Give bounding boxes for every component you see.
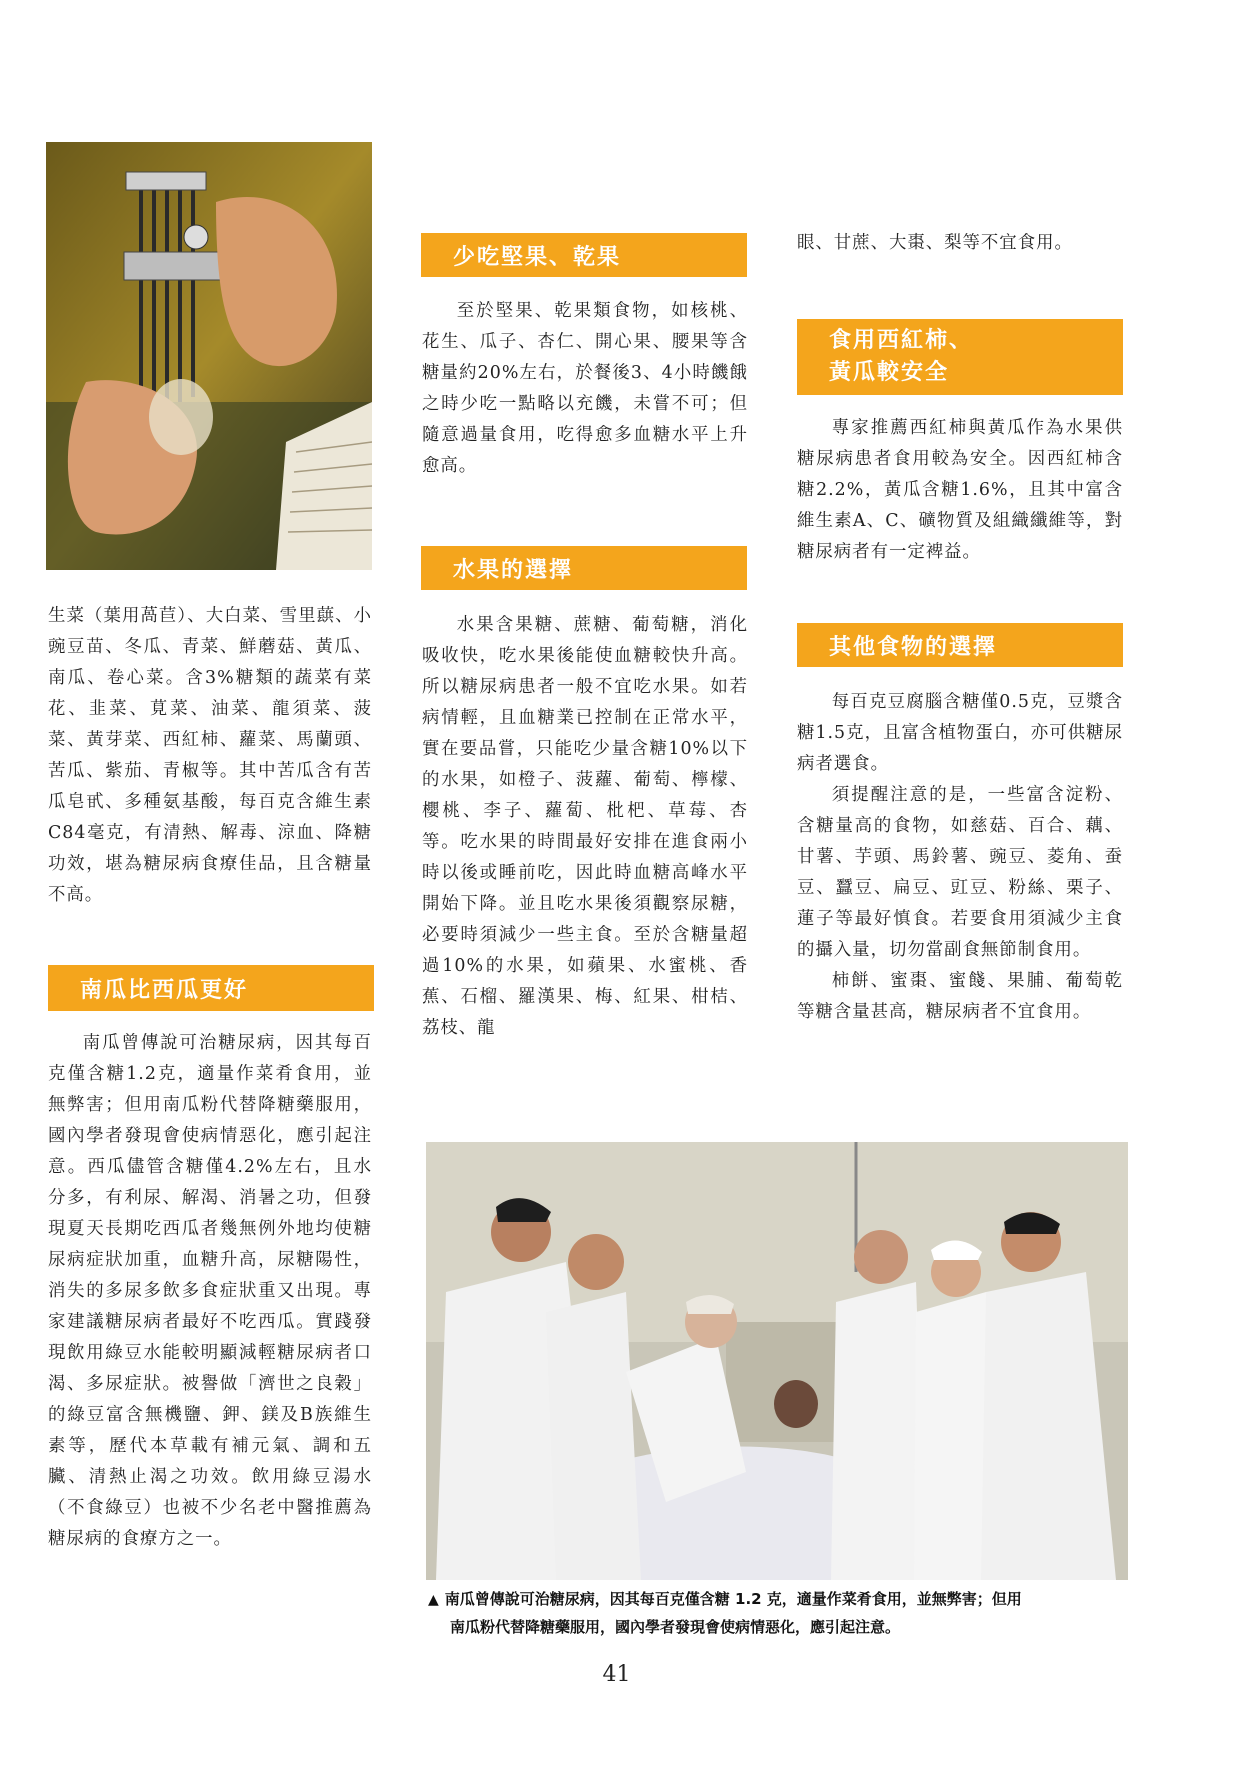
page-number: 41 — [602, 1662, 631, 1687]
heading-nuts-text: 少吃堅果、乾果 — [453, 244, 622, 270]
heading-pumpkin-vs-watermelon — [48, 965, 374, 1011]
heading-other-foods — [797, 623, 1123, 667]
middle-paragraph-1: 至於堅果、乾果類食物，如核桃、花生、瓜子、杏仁、開心果、腰果等含糖量約20%左右，於餐後3、4小時饑餓之時少吃一點略以充饑，未嘗不可；但隨意過量食用，吃得愈多血糖水平上升愈高。 — [422, 301, 748, 476]
right-column-top — [797, 228, 1123, 259]
right-paragraph-4: 柿餅、蜜棗、蜜餞、果脯、葡萄乾等糖含量甚高，糖尿病者不宜食用。 — [797, 971, 1123, 1022]
right-paragraph-2: 每百克豆腐腦含糖僅0.5克，豆漿含糖1.5克，且富含植物蛋白，亦可供糖尿病者選食。 — [797, 692, 1123, 774]
lab-instrument-photo — [46, 142, 372, 570]
caption-line-2 — [428, 1614, 1128, 1641]
heading-nuts — [421, 233, 747, 277]
heading-pumpkin-vs-watermelon-text: 南瓜比西瓜更好 — [80, 977, 249, 1003]
right-column-lower — [797, 687, 1123, 1028]
left-paragraph-1: 生菜（葉用萵苣）、大白菜、雪里蕻、小豌豆苗、冬瓜、青菜、鮮蘑菇、黃瓜、南瓜、卷心菜。含3%糖類的蔬菜有菜花、韭菜、莧菜、油菜、龍須菜、菠菜、黃芽菜、西紅柿、蘿菜、馬蘭頭、苦瓜、紫茄、青椒等。其中苦瓜含有苦瓜皂甙、多種氨基酸，每百克含維生素C84毫克，有清熱、解毒、涼血、降糖功效，堪為糖尿病食療佳品，且含糖量不高。 — [48, 606, 372, 905]
right-paragraph-1: 專家推薦西紅柿與黃瓜作為水果供糖尿病患者食用較為安全。因西紅柿含糖2.2%，黃瓜含糖1.6%，且其中富含維生素A、C、礦物質及組織纖維等，對糖尿病者有一定裨益。 — [797, 418, 1123, 562]
heading-other-foods-text: 其他食物的選擇 — [829, 634, 998, 660]
caption-line-2-text: 南瓜粉代替降糖藥服用，國內學者發現會使病情惡化，應引起注意。 — [450, 1618, 901, 1636]
heading-fruit-choice-text: 水果的選擇 — [453, 557, 574, 583]
hospital-ward-photo — [426, 1142, 1128, 1580]
left-column — [48, 601, 372, 911]
photo-caption — [428, 1586, 1128, 1641]
right-column-mid — [797, 413, 1123, 568]
left-column-lower — [48, 1028, 372, 1555]
right-paragraph-0: 眼、甘蔗、大棗、梨等不宜食用。 — [797, 233, 1073, 253]
heading-tomato-cucumber-line2: 黃瓜較安全 — [829, 360, 950, 385]
middle-column-upper — [422, 296, 748, 482]
middle-column-lower — [422, 610, 748, 1044]
heading-fruit-choice — [421, 546, 747, 590]
middle-paragraph-2: 水果含果糖、蔗糖、葡萄糖，消化吸收快，吃水果後能使血糖較快升高。所以糖尿病患者一般不宜吃水果。如若病情輕，且血糖業已控制在正常水平，實在要品嘗，只能吃少量含糖10%以下的水果，如橙子、菠蘿、葡萄、檸檬、櫻桃、李子、蘿蔔、枇杷、草莓、杏等。吃水果的時間最好安排在進食兩小時以後或睡前吃，因此時血糖高峰水平開始下降。並且吃水果後須觀察尿糖，必要時須減少一些主食。至於含糖量超過10%的水果，如蘋果、水蜜桃、香蕉、石榴、羅漢果、梅、紅果、柑桔、荔枝、龍 — [422, 615, 748, 1038]
caption-line-1 — [428, 1586, 1128, 1614]
caption-triangle-icon: ▲ — [428, 1592, 439, 1608]
heading-tomato-cucumber — [797, 319, 1123, 395]
right-paragraph-3: 須提醒注意的是，一些富含淀粉、含糖量高的食物，如慈菇、百合、藕、甘薯、芋頭、馬鈴薯、豌豆、菱角、蚕豆、蠶豆、扁豆、豇豆、粉絲、栗子、蓮子等最好慎食。若要食用須減少主食的攝入量，切勿當副食無節制食用。 — [797, 785, 1123, 960]
left-paragraph-2: 南瓜曾傳說可治糖尿病，因其每百克僅含糖1.2克，適量作菜肴食用，並無弊害；但用南瓜粉代替降糖藥服用，國內學者發現會使病情惡化，應引起注意。西瓜儘管含糖僅4.2%左右，且水分多，有利尿、解渴、消暑之功，但發現夏天長期吃西瓜者幾無例外地均使糖尿病症狀加重，血糖升高，尿糖陽性，消失的多尿多飲多食症狀重又出現。專家建議糖尿病者最好不吃西瓜。實踐發現飲用綠豆水能較明顯減輕糖尿病者口渴、多尿症狀。被譽做「濟世之良穀」的綠豆富含無機鹽、鉀、鎂及B族維生素等，歷代本草載有補元氣、調和五臟、清熱止渴之功效。飲用綠豆湯水（不食綠豆）也被不少名老中醫推薦為糖尿病的食療方之一。 — [48, 1033, 372, 1549]
heading-tomato-cucumber-line1: 食用西紅柿、 — [829, 328, 974, 353]
caption-line-1-text: 南瓜曾傳說可治糖尿病，因其每百克僅含糖 1.2 克，適量作菜肴食用，並無弊害；但用 — [444, 1590, 1022, 1608]
